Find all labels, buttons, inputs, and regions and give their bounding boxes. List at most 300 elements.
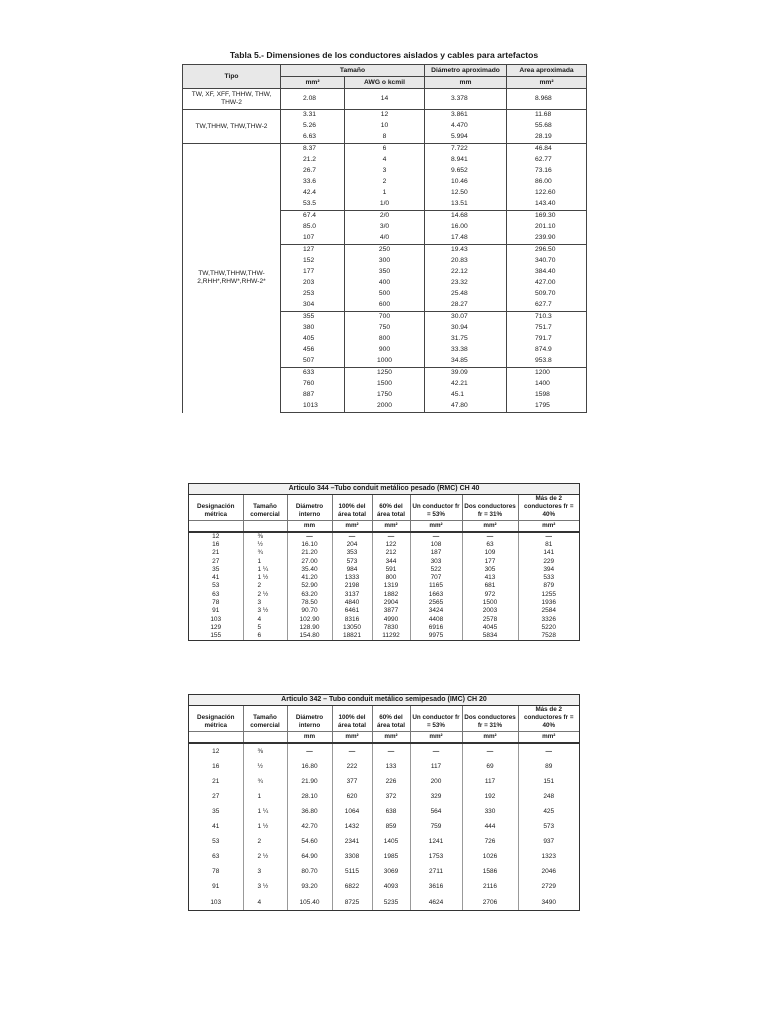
table-cell: 1432 <box>332 819 372 834</box>
table-row <box>189 804 579 819</box>
table-row <box>189 632 579 640</box>
table-cell: 35 <box>189 804 243 819</box>
table-cell: 1165 <box>410 582 462 590</box>
header-diametro-interno: Diámetro interno <box>287 706 332 731</box>
cell-area: 46.84 <box>507 144 587 156</box>
table-cell: 1 ½ <box>243 819 287 834</box>
cell-diameter: 19.43 <box>425 245 507 257</box>
cell-awg: 6 <box>345 144 425 156</box>
cell-area: 28.19 <box>507 132 587 144</box>
unit-label: mm² <box>372 731 410 743</box>
table-cell: 4990 <box>372 616 410 624</box>
table-cell: 91 <box>189 607 243 615</box>
cell-mm2: 456 <box>281 345 345 356</box>
table-cell: 5834 <box>462 632 518 640</box>
table-cell: 4093 <box>372 879 410 894</box>
table-cell: 972 <box>462 591 518 599</box>
cell-area: 791.7 <box>507 334 587 345</box>
cell-area: 384.40 <box>507 267 587 278</box>
cell-mm2: 67.4 <box>281 211 345 223</box>
table-cell: — <box>545 747 552 755</box>
cell-mm2: 633 <box>281 368 345 380</box>
table-cell: 41.20 <box>287 574 332 582</box>
table-cell: 413 <box>462 574 518 582</box>
table-cell: 564 <box>410 804 462 819</box>
table-cell: 573 <box>332 558 372 566</box>
cell-awg: 1750 <box>345 390 425 401</box>
table-row <box>189 624 579 632</box>
table-cell: 63 <box>189 591 243 599</box>
unit-label <box>243 520 287 532</box>
table-cell: 1333 <box>332 574 372 582</box>
table-cell: 4408 <box>410 616 462 624</box>
table-cell: ⅜ <box>243 532 287 541</box>
unit-label: mm² <box>332 520 372 532</box>
cell-awg: 1500 <box>345 379 425 390</box>
table-cell: 129 <box>189 624 243 632</box>
cell-diameter: 17.48 <box>425 233 507 245</box>
table-cell: 117 <box>410 759 462 774</box>
table-cell: ½ <box>243 759 287 774</box>
table-cell: 344 <box>372 558 410 566</box>
table-cell: 204 <box>332 541 372 549</box>
unit-label: mm² <box>518 731 579 743</box>
table-cell: 21 <box>189 549 243 557</box>
table-cell: 42.70 <box>287 819 332 834</box>
unit-label <box>243 731 287 743</box>
table-cell: 1323 <box>541 853 556 861</box>
cell-mm2: 405 <box>281 334 345 345</box>
cell-awg: 10 <box>345 121 425 132</box>
table-cell: ¾ <box>243 774 287 789</box>
table-cell: 2046 <box>541 868 556 876</box>
header-area-60: 60% del área total <box>372 495 410 520</box>
table-cell: 128.90 <box>287 624 332 632</box>
table-cell: 8725 <box>332 895 372 910</box>
unit-label: mm² <box>372 520 410 532</box>
table-cell: 1586 <box>462 864 518 879</box>
table-cell: 105.40 <box>287 895 332 910</box>
cell-awg: 1250 <box>345 368 425 380</box>
table-cell: 4 <box>243 616 287 624</box>
table-cell: 2729 <box>541 883 556 891</box>
cell-diameter: 10.46 <box>425 177 507 188</box>
table-cell: 1255 <box>541 590 556 598</box>
table-cell: 1500 <box>462 599 518 607</box>
cell-area: 1400 <box>507 379 587 390</box>
table-cell: 681 <box>462 582 518 590</box>
cell-mm2: 152 <box>281 256 345 267</box>
cell-diameter: 20.83 <box>425 256 507 267</box>
table-row <box>189 591 579 599</box>
unit-label: mm² <box>332 731 372 743</box>
cell-diameter: 5.994 <box>425 132 507 144</box>
cell-mm2: 107 <box>281 233 345 245</box>
cell-diameter: 30.07 <box>425 312 507 324</box>
table-cell: 1936 <box>541 598 556 606</box>
table-cell: 8316 <box>332 616 372 624</box>
table-cell: 12 <box>189 743 243 759</box>
table-cell: 984 <box>332 566 372 574</box>
table-cell: 212 <box>372 549 410 557</box>
cell-awg: 2/0 <box>345 211 425 223</box>
table-cell: 330 <box>462 804 518 819</box>
table-cell: 2584 <box>541 607 556 615</box>
cell-awg: 900 <box>345 345 425 356</box>
table-cell: 3 ½ <box>243 879 287 894</box>
cell-diameter: 12.50 <box>425 188 507 199</box>
table-cell: 64.90 <box>287 849 332 864</box>
table-cell: 12 <box>189 532 243 541</box>
cell-awg: 2000 <box>345 401 425 413</box>
table-cell: 2706 <box>462 895 518 910</box>
cell-area: 62.77 <box>507 155 587 166</box>
cell-area: 86.00 <box>507 177 587 188</box>
table-cell: 2711 <box>410 864 462 879</box>
table-cell: 937 <box>543 838 555 846</box>
table-row <box>189 759 579 774</box>
header-unit-mm2-area: mm² <box>507 77 587 89</box>
imc-header-row <box>189 706 579 731</box>
cell-diameter: 22.12 <box>425 267 507 278</box>
cell-mm2: 355 <box>281 312 345 324</box>
table-cell: — <box>287 532 332 541</box>
cell-awg: 350 <box>345 267 425 278</box>
cell-area: 239.90 <box>507 233 587 245</box>
unit-label: mm² <box>410 520 462 532</box>
header-designacion: Designación métrica <box>189 495 243 520</box>
table-row <box>183 110 587 122</box>
table-cell: 93.20 <box>287 879 332 894</box>
table-cell: 90.70 <box>287 607 332 615</box>
table-cell: 7830 <box>372 624 410 632</box>
table-cell: 16.10 <box>287 541 332 549</box>
table-cell: 5 <box>243 624 287 632</box>
header-area: Area aproximada <box>507 65 587 77</box>
table-row <box>189 616 579 624</box>
table-row <box>189 566 579 574</box>
cell-diameter: 14.68 <box>425 211 507 223</box>
table-cell: 16.80 <box>287 759 332 774</box>
table-cell: 1663 <box>410 591 462 599</box>
cell-diameter: 3.378 <box>425 89 507 110</box>
table-cell: 200 <box>410 774 462 789</box>
table-cell: 18821 <box>332 632 372 640</box>
table-cell: 2003 <box>462 607 518 615</box>
cell-mm2: 507 <box>281 356 345 368</box>
rmc-units-row <box>189 520 579 532</box>
table-cell: 52.90 <box>287 582 332 590</box>
cell-diameter: 31.75 <box>425 334 507 345</box>
unit-label: mm² <box>518 520 579 532</box>
cell-diameter: 16.00 <box>425 222 507 233</box>
cell-awg: 1000 <box>345 356 425 368</box>
table-cell: 177 <box>462 558 518 566</box>
table-cell: 21.90 <box>287 774 332 789</box>
cell-mm2: 1013 <box>281 401 345 413</box>
unit-label: mm² <box>462 731 518 743</box>
table-row <box>189 834 579 849</box>
table-cell: 248 <box>543 792 555 800</box>
table-cell: 4624 <box>410 895 462 910</box>
table-cell: 1026 <box>462 849 518 864</box>
table-cell: — <box>545 532 552 540</box>
table-cell: 1753 <box>410 849 462 864</box>
cell-awg: 250 <box>345 245 425 257</box>
table-row <box>189 743 579 759</box>
unit-label: mm <box>287 520 332 532</box>
cell-awg: 800 <box>345 334 425 345</box>
header-designacion: Designación métrica <box>189 706 243 731</box>
unit-label: mm <box>287 731 332 743</box>
table-row <box>189 864 579 879</box>
table-cell: 6461 <box>332 607 372 615</box>
cell-awg: 3 <box>345 166 425 177</box>
table-cell: — <box>372 743 410 759</box>
table-cell: 229 <box>543 557 555 565</box>
table-cell: 27.00 <box>287 558 332 566</box>
header-diametro-interno: Diámetro interno <box>287 495 332 520</box>
cell-awg: 4/0 <box>345 233 425 245</box>
cell-diameter: 39.09 <box>425 368 507 380</box>
table-cell: 6822 <box>332 879 372 894</box>
rmc-conduit-table <box>188 483 580 641</box>
cell-awg: 14 <box>345 89 425 110</box>
table-cell: 7528 <box>541 632 556 640</box>
table-row <box>183 89 587 110</box>
table-cell: 35 <box>189 566 243 574</box>
table-cell: 2 ½ <box>243 849 287 864</box>
header-mas-de-2: Más de 2 conductores fr = 40% <box>523 495 574 519</box>
table-cell: 2116 <box>462 879 518 894</box>
table-cell: 89 <box>545 762 553 770</box>
table-cell: 1 ¼ <box>243 566 287 574</box>
cell-awg: 400 <box>345 278 425 289</box>
header-area-100: 100% del área total <box>332 495 372 520</box>
table-cell: — <box>372 532 410 541</box>
table-cell: 91 <box>189 879 243 894</box>
table-cell: 533 <box>543 574 555 582</box>
cell-awg: 1 <box>345 188 425 199</box>
header-unit-awg: AWG o kcmil <box>345 77 425 89</box>
table-cell: — <box>410 743 462 759</box>
cell-mm2: 42.4 <box>281 188 345 199</box>
table-cell: 1 <box>243 789 287 804</box>
table-row <box>189 574 579 582</box>
unit-label <box>189 520 243 532</box>
table-cell: — <box>462 743 518 759</box>
cell-diameter: 7.722 <box>425 144 507 156</box>
cell-awg: 600 <box>345 300 425 312</box>
table-cell: 41 <box>189 819 243 834</box>
cell-diameter: 45.1 <box>425 390 507 401</box>
cell-diameter: 4.470 <box>425 121 507 132</box>
cell-mm2: 8.37 <box>281 144 345 156</box>
cell-diameter: 30.94 <box>425 323 507 334</box>
table-cell: 4045 <box>462 624 518 632</box>
cell-mm2: 33.6 <box>281 177 345 188</box>
cell-area: 55.68 <box>507 121 587 132</box>
table-cell: 3 <box>243 599 287 607</box>
table-cell: 1064 <box>332 804 372 819</box>
table-cell: 155 <box>189 632 243 640</box>
table-cell: 16 <box>189 759 243 774</box>
cell-awg: 3/0 <box>345 222 425 233</box>
table-cell: 151 <box>543 777 555 785</box>
table-row <box>189 532 579 541</box>
cell-awg: 2 <box>345 177 425 188</box>
table-cell: 1 ½ <box>243 574 287 582</box>
imc-conduit-table <box>188 694 580 911</box>
cell-awg: 12 <box>345 110 425 122</box>
cell-awg: 8 <box>345 132 425 144</box>
cell-area: 710.3 <box>507 312 587 324</box>
table-cell: 3424 <box>410 607 462 615</box>
table-cell: 27 <box>189 558 243 566</box>
cell-mm2: 304 <box>281 300 345 312</box>
table-cell: 53 <box>189 834 243 849</box>
table-cell: 591 <box>372 566 410 574</box>
cell-awg: 700 <box>345 312 425 324</box>
table-cell: 425 <box>543 807 555 815</box>
table-cell: 81 <box>545 540 553 548</box>
cell-area: 340.70 <box>507 256 587 267</box>
cell-area: 73.16 <box>507 166 587 177</box>
table-cell: 1985 <box>372 849 410 864</box>
table-cell: 53 <box>189 582 243 590</box>
table-row <box>189 558 579 566</box>
header-tamano-comercial: Tamaño comercial <box>243 495 287 520</box>
cell-awg: 300 <box>345 256 425 267</box>
table-cell: 305 <box>462 566 518 574</box>
table-cell: 1405 <box>372 834 410 849</box>
table-row <box>189 582 579 590</box>
header-dos-conductores: Dos conductores fr = 31% <box>462 495 518 520</box>
table-cell: 27 <box>189 789 243 804</box>
table-cell: 13050 <box>332 624 372 632</box>
table-cell: 69 <box>462 759 518 774</box>
table-row <box>189 774 579 789</box>
cell-mm2: 85.0 <box>281 222 345 233</box>
table-cell: 2 ½ <box>243 591 287 599</box>
table-cell: 1319 <box>372 582 410 590</box>
table-cell: 63.20 <box>287 591 332 599</box>
table-cell: — <box>332 532 372 541</box>
table-cell: 102.90 <box>287 616 332 624</box>
cell-diameter: 42.21 <box>425 379 507 390</box>
table-cell: ½ <box>243 541 287 549</box>
cell-area: 953.8 <box>507 356 587 368</box>
table-cell: 63 <box>189 849 243 864</box>
cell-diameter: 9.652 <box>425 166 507 177</box>
table-cell: — <box>332 743 372 759</box>
cell-area: 509.70 <box>507 289 587 300</box>
table-cell: 78 <box>189 864 243 879</box>
table-cell: 103 <box>189 616 243 624</box>
unit-label: mm² <box>410 731 462 743</box>
table-cell: 3069 <box>372 864 410 879</box>
header-tipo: Tipo <box>183 65 281 89</box>
cell-area: 122.60 <box>507 188 587 199</box>
cell-mm2: 3.31 <box>281 110 345 122</box>
cell-mm2: 203 <box>281 278 345 289</box>
table-cell: 372 <box>372 789 410 804</box>
table-cell: ⅜ <box>243 743 287 759</box>
table-cell: 192 <box>462 789 518 804</box>
table-cell: 21.20 <box>287 549 332 557</box>
table-cell: 63 <box>462 541 518 549</box>
table-cell: 117 <box>462 774 518 789</box>
cell-mm2: 2.08 <box>281 89 345 110</box>
cell-mm2: 887 <box>281 390 345 401</box>
unit-label <box>189 731 243 743</box>
table-row <box>189 849 579 864</box>
table-cell: 16 <box>189 541 243 549</box>
table-cell: — <box>462 532 518 541</box>
cell-tipo: TW, XF, XFF, THHW, THW, THW-2 <box>183 89 281 110</box>
imc-units-row <box>189 731 579 743</box>
cell-mm2: 5.26 <box>281 121 345 132</box>
table-cell: 2 <box>243 834 287 849</box>
table-cell: 4840 <box>332 599 372 607</box>
table-cell: 103 <box>189 895 243 910</box>
table-cell: 353 <box>332 549 372 557</box>
table-cell: 3490 <box>541 898 556 906</box>
cell-mm2: 177 <box>281 267 345 278</box>
table-cell: 3616 <box>410 879 462 894</box>
header-area-60: 60% del área total <box>372 706 410 731</box>
table-row <box>189 819 579 834</box>
cell-tipo: TW,THHW, THW,THW-2 <box>183 110 281 144</box>
table-cell: 11292 <box>372 632 410 640</box>
table-cell: 2578 <box>462 616 518 624</box>
table-row <box>189 599 579 607</box>
table-cell: 4 <box>243 895 287 910</box>
table-row <box>189 879 579 894</box>
table-cell: 78 <box>189 599 243 607</box>
cell-area: 169.30 <box>507 211 587 223</box>
header-unit-mm2: mm² <box>281 77 345 89</box>
table-cell: 638 <box>372 804 410 819</box>
table-cell: 5235 <box>372 895 410 910</box>
table-cell: 444 <box>462 819 518 834</box>
cell-mm2: 21.2 <box>281 155 345 166</box>
table-cell: 35.40 <box>287 566 332 574</box>
cell-area: 751.7 <box>507 323 587 334</box>
table-cell: 108 <box>410 541 462 549</box>
imc-title: Articulo 342 – Tubo conduit metálico semipesado (IMC) CH 20 <box>189 695 579 706</box>
table-cell: 5115 <box>332 864 372 879</box>
cell-mm2: 127 <box>281 245 345 257</box>
table-cell: 222 <box>332 759 372 774</box>
cell-area: 427.00 <box>507 278 587 289</box>
cell-mm2: 26.7 <box>281 166 345 177</box>
table-cell: 133 <box>372 759 410 774</box>
cell-diameter: 13.51 <box>425 199 507 211</box>
table-cell: 154.80 <box>287 632 332 640</box>
table-cell: 573 <box>543 823 555 831</box>
cell-diameter: 25.48 <box>425 289 507 300</box>
table-cell: 78.50 <box>287 599 332 607</box>
table-cell: 122 <box>372 541 410 549</box>
table-cell: 3326 <box>541 615 556 623</box>
table-cell: 394 <box>543 565 555 573</box>
cell-mm2: 380 <box>281 323 345 334</box>
cell-mm2: 6.63 <box>281 132 345 144</box>
cell-area: 296.50 <box>507 245 587 257</box>
table-cell: 859 <box>372 819 410 834</box>
header-unit-mm: mm <box>425 77 507 89</box>
